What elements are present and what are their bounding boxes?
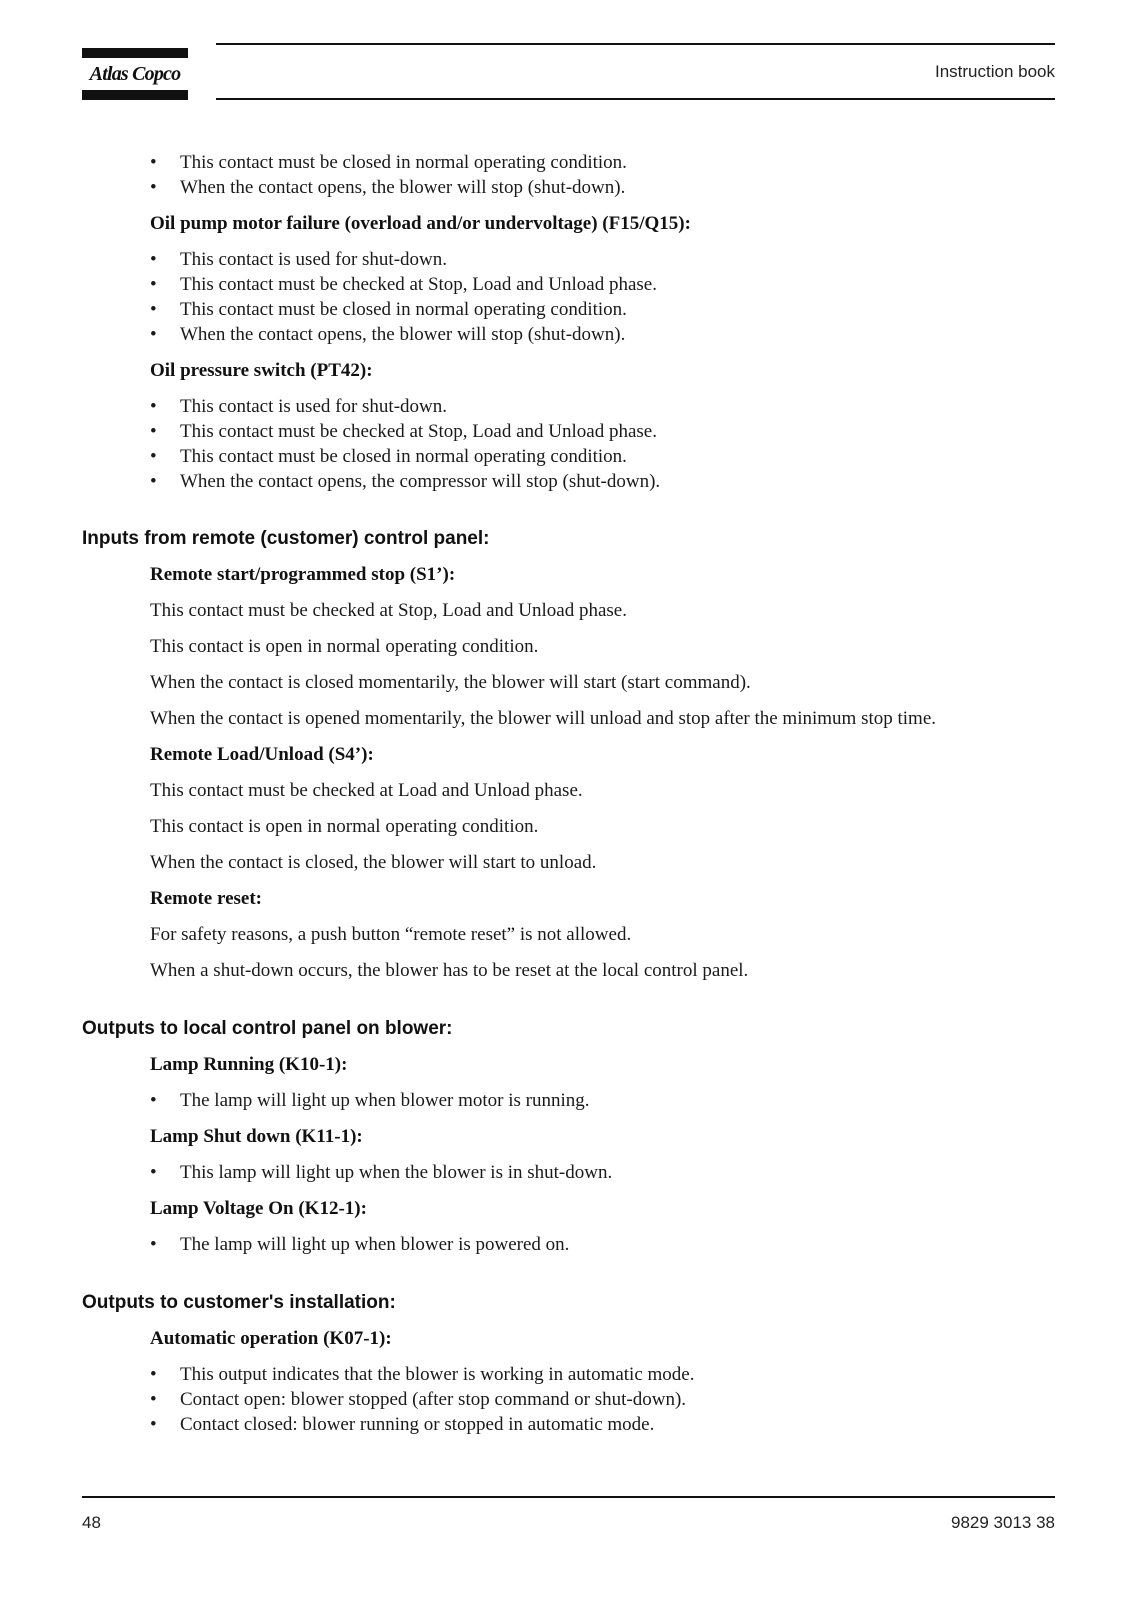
header-top-rule [216, 43, 1055, 45]
list-item: • When the contact opens, the blower will stop (shut-down). [150, 177, 626, 198]
document-number: 9829 3013 38 [951, 1513, 1055, 1532]
list-item: • This contact must be closed in normal operating condition. [150, 299, 627, 320]
list-item: • This lamp will light up when the blower is in shut-down. [150, 1162, 613, 1183]
remote-reset-heading: Remote reset: [150, 888, 262, 909]
paragraph: This contact must be checked at Load and Unload phase. [150, 780, 583, 801]
list-item: • The lamp will light up when blower is powered on. [150, 1234, 570, 1255]
logo-top-bar [82, 48, 188, 58]
list-item: • This contact is used for shut-down. [150, 249, 448, 270]
customer-outputs-heading: Outputs to customer's installation: [82, 1292, 396, 1313]
list-item: • This output indicates that the blower is working in automatic mode. [150, 1364, 695, 1385]
list-item: • This contact must be checked at Stop, Load and Unload phase. [150, 274, 657, 295]
footer-rule [82, 1496, 1055, 1498]
list-item: • This contact must be checked at Stop, Load and Unload phase. [150, 421, 657, 442]
paragraph: This contact is open in normal operating condition. [150, 636, 539, 657]
paragraph: When a shut-down occurs, the blower has to be reset at the local control panel. [150, 960, 749, 981]
lamp-shutdown-heading: Lamp Shut down (K11-1): [150, 1126, 363, 1147]
remote-load-heading: Remote Load/Unload (S4’): [150, 744, 374, 765]
list-item: • Contact open: blower stopped (after stop command or shut-down). [150, 1389, 687, 1410]
remote-inputs-heading: Inputs from remote (customer) control panel: [82, 528, 490, 549]
paragraph: When the contact is opened momentarily, the blower will unload and stop after the minimum stop time. [150, 708, 937, 729]
auto-operation-heading: Automatic operation (K07-1): [150, 1328, 392, 1349]
list-item: • Contact closed: blower running or stopped in automatic mode. [150, 1414, 655, 1435]
list-item: • The lamp will light up when blower motor is running. [150, 1090, 590, 1111]
remote-start-heading: Remote start/programmed stop (S1’): [150, 564, 456, 585]
list-item: • This contact must be closed in normal operating condition. [150, 446, 627, 467]
logo-wordmark: Atlas Copco [89, 63, 181, 85]
local-outputs-heading: Outputs to local control panel on blower: [82, 1018, 453, 1039]
logo-bottom-bar [82, 90, 188, 100]
paragraph: This contact is open in normal operating condition. [150, 816, 539, 837]
list-item: • This contact is used for shut-down. [150, 396, 448, 417]
header-title: Instruction book [934, 62, 1055, 81]
oil-pump-heading: Oil pump motor failure (overload and/or undervoltage) (F15/Q15): [150, 213, 691, 234]
lamp-voltage-heading: Lamp Voltage On (K12-1): [150, 1198, 367, 1219]
page-number: 48 [82, 1513, 101, 1532]
header-bottom-rule [216, 98, 1055, 100]
list-item: • When the contact opens, the compressor will stop (shut-down). [150, 471, 661, 492]
oil-pressure-heading: Oil pressure switch (PT42): [150, 360, 373, 381]
paragraph: When the contact is closed, the blower will start to unload. [150, 852, 597, 873]
list-item: • When the contact opens, the blower will stop (shut-down). [150, 324, 626, 345]
list-item: • This contact must be closed in normal operating condition. [150, 152, 627, 173]
brand-logo [82, 48, 188, 100]
paragraph: This contact must be checked at Stop, Load and Unload phase. [150, 600, 627, 621]
lamp-running-heading: Lamp Running (K10-1): [150, 1054, 348, 1075]
paragraph: When the contact is closed momentarily, the blower will start (start command). [150, 672, 751, 693]
paragraph: For safety reasons, a push button “remote reset” is not allowed. [150, 924, 632, 945]
